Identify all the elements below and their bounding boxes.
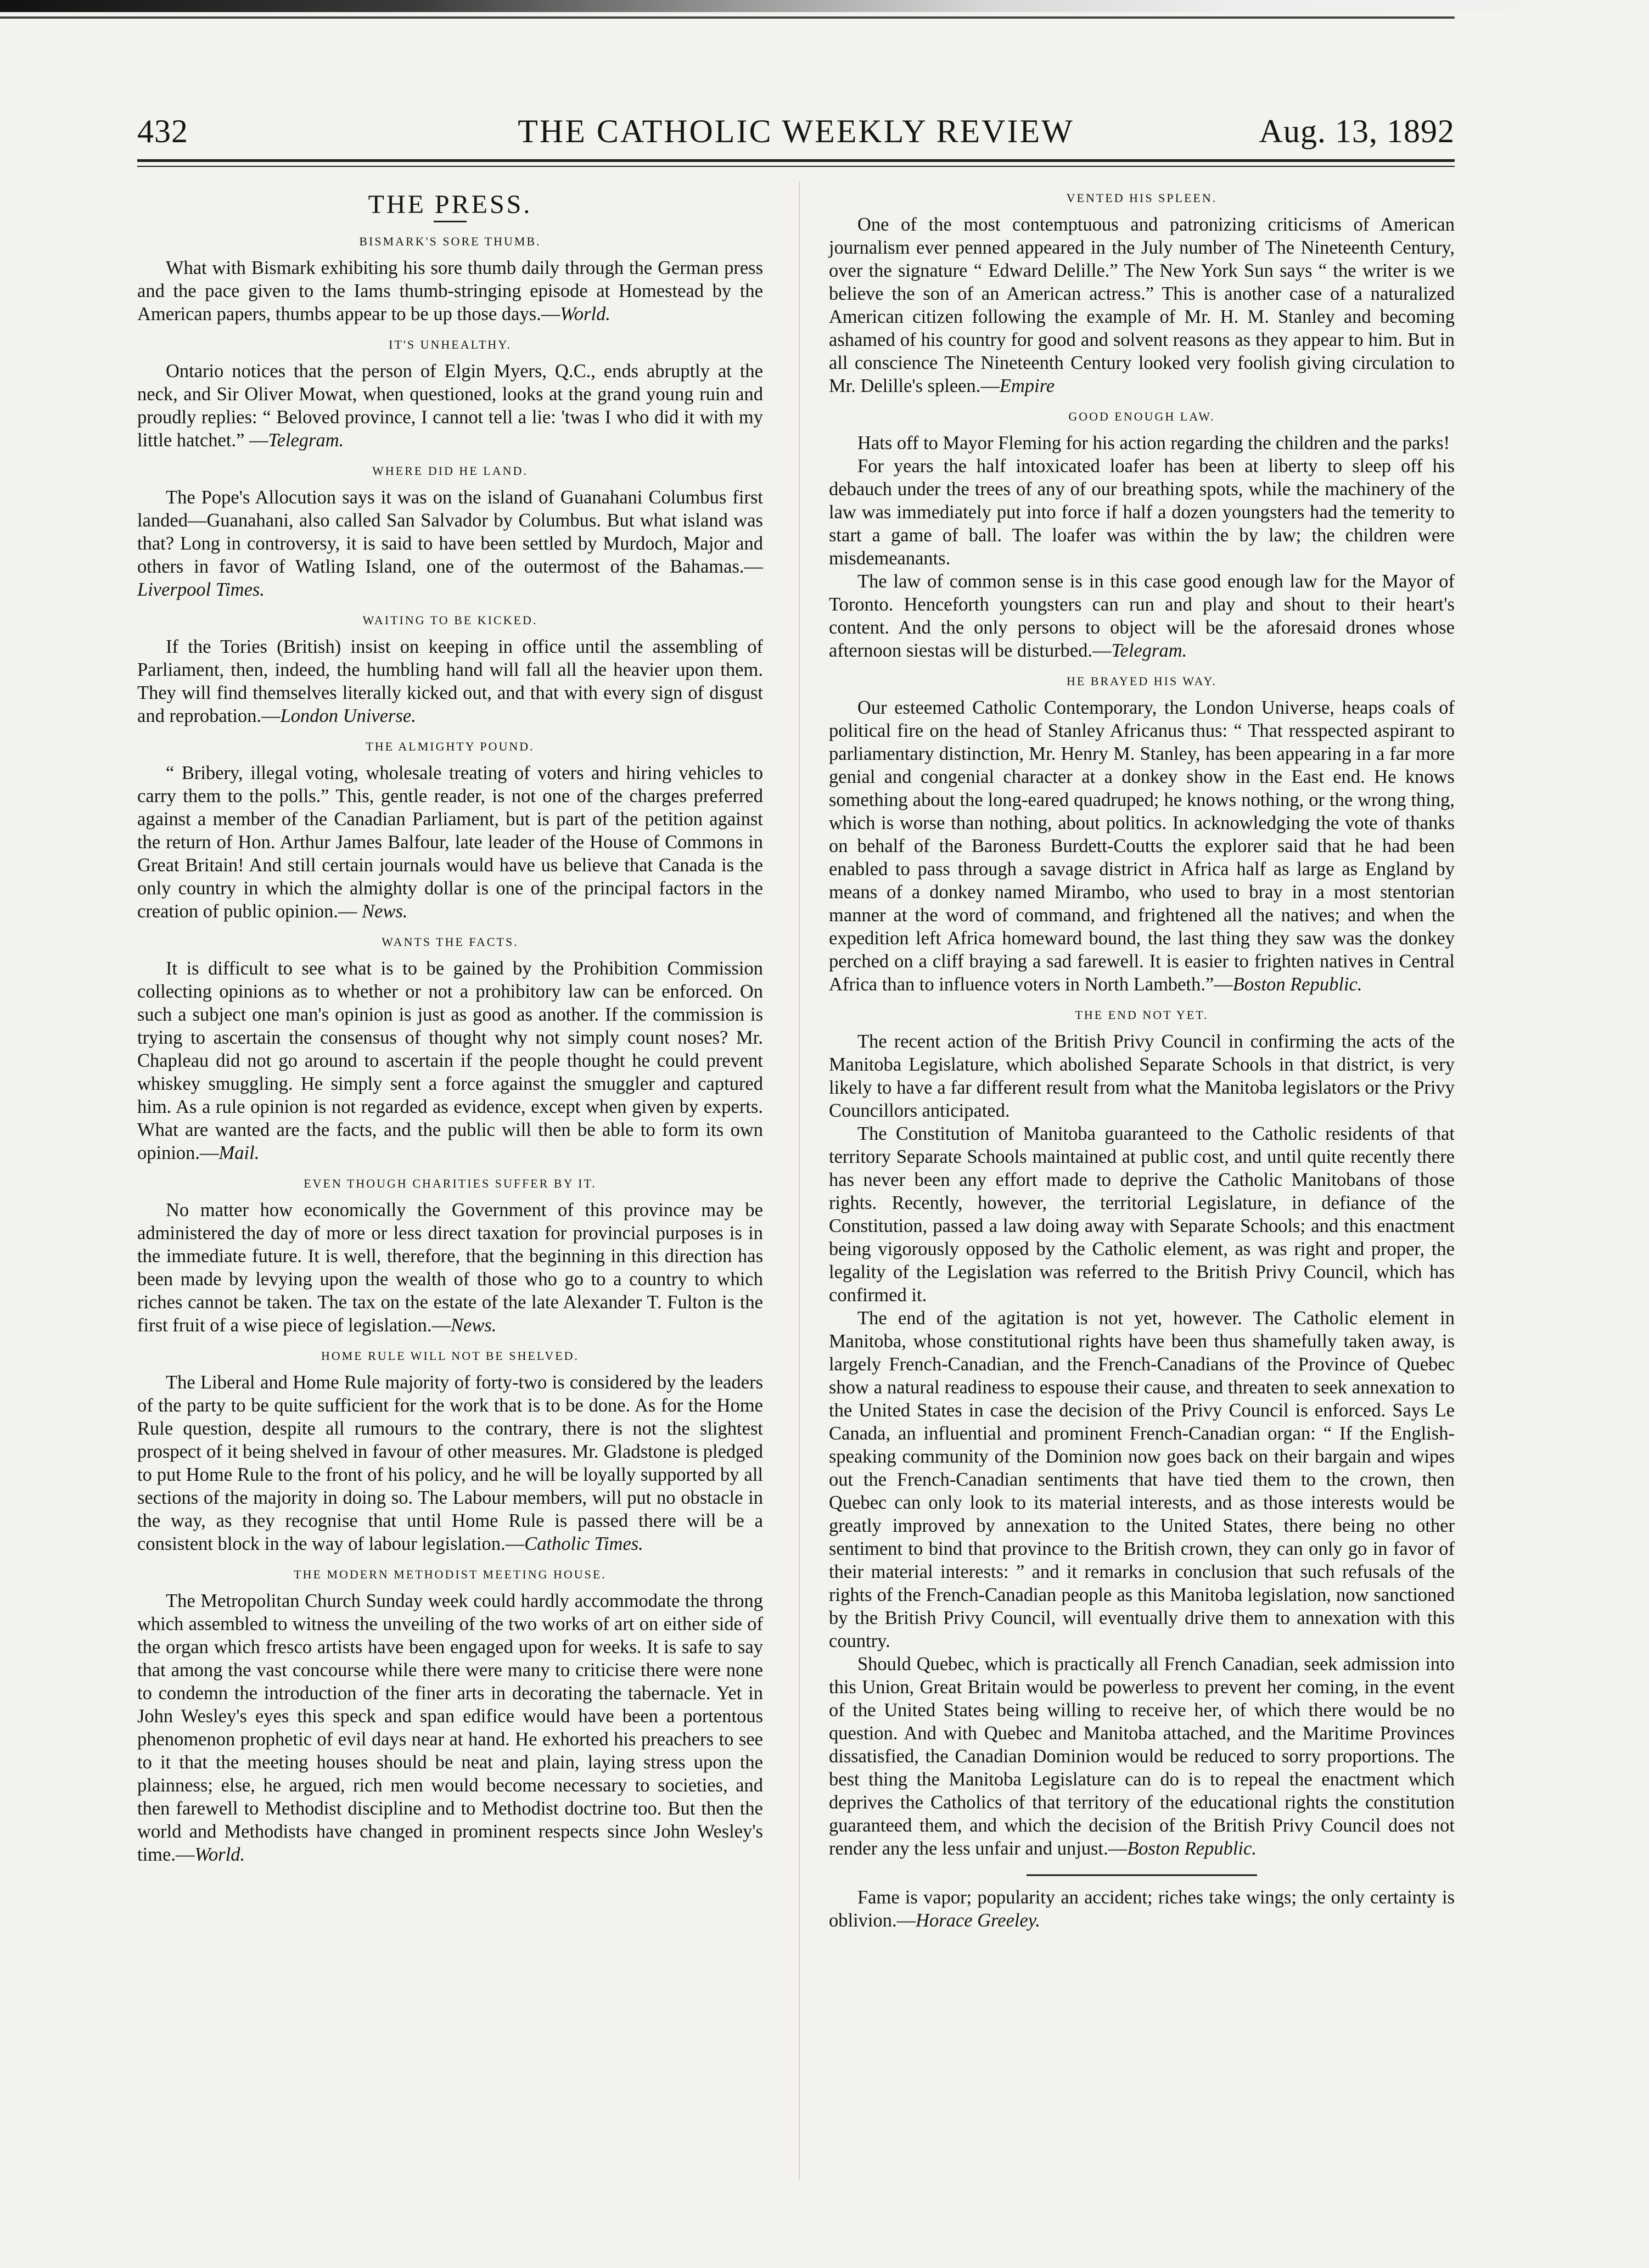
article-source: World. <box>560 304 611 324</box>
article-paragraph: “ Bribery, illegal voting, wholesale treating of voters and hiring vehicles to carry them to the polls.” This, gentle reader, is not one of the charges preferred against a member of the Canadian Parliament, but is part of the petition against the return of Hon. Arthur James Balfour, late leader of the House of Commons in Great Britain! And still certain journals would have us believe that Canada is the only country in which the almighty dollar is one of the principal factors in the creation of public opinion.— News. <box>137 763 763 922</box>
article-heading: EVEN THOUGH CHARITIES SUFFER BY IT. <box>304 1177 597 1190</box>
article-paragraph: The Pope's Allocution says it was on the island of Guanahani Columbus first landed—Guanahani, also called San Salvador by Columbus. But what island was that? Long in controversy, it is said to have been settled by Murdoch, Major and others in favor of Watling Island, one of the outermost of the Bahamas.—Liverpool Times. <box>137 487 763 600</box>
article-paragraph: The Metropolitan Church Sunday week could hardly accommodate the throng which assembled to witness the unveiling of the two works of art on either side of the organ which fresco artists have been engaged upon for weeks. It is safe to say that among the vast concourse while there were many to criticise there were none to condemn the introduction of the finer arts in decorating the tabernacle. Yet in John Wesley's eyes this speck and span edifice would have been a portentous phenomenon prophetic of evil days near at hand. He exhorted his preachers to see to it that the meeting houses should be neat and plain, laying stress upon the plainness; else, he argued, rich men would become necessary to societies, and then farewell to Methodist discipline and to Methodist doctrine too. But then the world and Methodists have changed in prominent respects since John Wesley's time.—World. <box>137 1591 763 1865</box>
issue-date: Aug. 13, 1892 <box>1259 113 1455 149</box>
article-paragraph: If the Tories (British) insist on keeping in office until the assembling of Parliament, then, indeed, the humbling hand will fall all the heavier upon them. They will find themselves literally kicked out, and that with every sign of disgust and reprobation.—London Universe. <box>137 636 763 726</box>
article-heading: WHERE DID HE LAND. <box>372 464 528 478</box>
scan-edge-line <box>0 16 1455 19</box>
article-home-rule <box>137 1345 763 1555</box>
closing-quote <box>829 1886 1455 1932</box>
article-almighty-pound <box>137 735 763 923</box>
article-source: Catholic Times. <box>524 1533 643 1554</box>
article-heading: THE MODERN METHODIST MEETING HOUSE. <box>294 1567 607 1581</box>
article-paragraph: Should Quebec, which is practically all French Canadian, seek admission into this Union, Great Britain would be powerless to prevent her coming, in the event of the United States being willing to receive her, of which there would be no question. And with Quebec and Manitoba attached, and the Maritime Provinces dissatisfied, the Canadian Dominion would be reduced to sorry proportions. The best thing the Manitoba Legislature can do is to repeal the enactment which deprives the Catholics of that territory of the educational rights the constitution guaranteed them, and which the decision of the British Privy Council does not render any the less unfair and unjust.—Boston Republic. <box>829 1654 1455 1859</box>
article-wants-the-facts <box>137 931 763 1164</box>
article-source: World. <box>194 1844 245 1865</box>
article-source: Telegram. <box>1111 640 1187 661</box>
article-source: Boston Republic. <box>1127 1838 1257 1859</box>
right-column <box>829 187 1455 1932</box>
article-heading: BISMARK'S SORE THUMB. <box>359 234 541 248</box>
article-source: Empire <box>999 376 1055 396</box>
article-heading: VENTED HIS SPLEEN. <box>1066 191 1218 205</box>
section-title: THE PRESS. <box>368 190 532 219</box>
article-good-enough-law <box>829 405 1455 662</box>
article-heading: HOME RULE WILL NOT BE SHELVED. <box>321 1349 580 1363</box>
page-header <box>137 113 1455 156</box>
article-heading: GOOD ENOUGH LAW. <box>1068 410 1215 423</box>
quote-source: Horace Greeley. <box>916 1910 1040 1931</box>
article-paragraph: The recent action of the British Privy Council in confirming the acts of the Manitoba Legislature, which abolished Separate Schools in that district, is very likely to have a far different result from what the Manitoba legislators or the Privy Councillors anticipated. <box>829 1031 1455 1121</box>
article-paragraph: No matter how economically the Government of this province may be administered the day of more or less direct taxation for provincial purposes is in the immediate future. It is well, therefore, that the beginning in this direction has been made by levying upon the wealth of those who go to a country to which riches cannot be taken. The tax on the estate of the late Alexander T. Fulton is the first fruit of a wise piece of legislation.—News. <box>137 1200 763 1336</box>
article-source: London Universe. <box>280 705 416 726</box>
article-paragraph: It is difficult to see what is to be gained by the Prohibition Commission collecting opinions as to whether or not a prohibitory law can be enforced. On such a subject one man's opinion is just as good as another. If the commission is trying to ascertain the consensus of thought why not simply count noses? Mr. Chapleau did not go around to ascertain if the people thought he could prevent whiskey smuggling. He simply sent a force against the smuggler and captured him. As a rule opinion is not regarded as evidence, except when given by experts. What are wanted are the facts, and the public will then be able to form its own opinion.—Mail. <box>137 958 763 1163</box>
article-heading: HE BRAYED HIS WAY. <box>1066 674 1218 688</box>
article-source: News. <box>362 901 408 922</box>
article-paragraph: The Liberal and Home Rule majority of forty-two is considered by the leaders of the party to be quite sufficient for the work that is to be done. As for the Home Rule question, despite all rumours to the contrary, there is not the slightest prospect of it being shelved in favour of other measures. Mr. Gladstone is pledged to put Home Rule to the front of his policy, and he will be loyally supported by all sections of the majority in doing so. The Labour members, will put no obstacle in the way, as they recognise that until Home Rule is passed there will be a consistent block in the way of labour legislation.—Catholic Times. <box>137 1372 763 1554</box>
article-paragraph: The law of common sense is in this case good enough law for the Mayor of Toronto. Henceforth youngsters can run and play and shout to their heart's content. And the only persons to object will be the aforesaid drones whose afternoon siestas will be disturbed.—Telegram. <box>829 571 1455 661</box>
article-waiting-to-be-kicked <box>137 609 763 727</box>
header-rule-thin <box>137 166 1455 167</box>
article-vented-his-spleen <box>829 187 1455 397</box>
article-paragraph: What with Bismark exhibiting his sore thumb daily through the German press and the pace given to the Iams thumb-stringing episode at Homestead by the American papers, thumbs appear to be up those days.—World. <box>137 257 763 324</box>
article-heading: WAITING TO BE KICKED. <box>362 613 538 627</box>
article-source: Mail. <box>218 1143 260 1163</box>
article-heading: THE END NOT YET. <box>1075 1008 1209 1022</box>
article-brayed-his-way <box>829 670 1455 996</box>
left-column <box>137 187 763 1866</box>
article-heading: IT'S UNHEALTHY. <box>389 338 512 351</box>
article-charities <box>137 1172 763 1337</box>
page-number: 432 <box>137 113 188 149</box>
article-paragraph: Ontario notices that the person of Elgin Myers, Q.C., ends abruptly at the neck, and Sir Oliver Mowat, when questioned, looks at the grand young ruin and proudly replies: “ Beloved province, I cannot tell a lie: 'twas I who did it with my little hatchet.” —Telegram. <box>137 361 763 451</box>
article-source: Telegram. <box>268 430 344 451</box>
article-source: Boston Republic. <box>1232 974 1362 995</box>
header-rule-thick <box>137 159 1455 162</box>
article-unhealthy <box>137 333 763 452</box>
article-paragraph: Hats off to Mayor Fleming for his action regarding the children and the parks! <box>857 433 1450 453</box>
article-bismark <box>137 230 763 326</box>
article-heading: THE ALMIGHTY POUND. <box>366 740 535 753</box>
quote-text: Fame is vapor; popularity an accident; riches take wings; the only certainty is oblivion.—Horace Greeley. <box>829 1887 1455 1931</box>
article-paragraph: Our esteemed Catholic Contemporary, the London Universe, heaps coals of political fire on the head of Stanley Africanus thus: “ That resspected aspirant to parliamentary distinction, Mr. Henry M. Stanley, has been appearing in a far more genial and congenial character at a donkey show in the East end. He knows something about the long-eared quadruped; he knows nothing, or the wrong thing, which is worse than nothing, about politics. In acknowledging the vote of thanks on behalf of the Baroness Burdett-Coutts the explorer said that he had been enabled to pass through a savage district in Africa half as large as England by means of a donkey named Mirambo, who used to bray in a most stentorian manner at the word of command, and frightened all the natives; and when the expedition left Africa homeward bound, the last thing they saw was the donkey perched on a cliff braying a sad farewell. It is easier to frighten natives in Central Africa than to influence voters in North Lambeth.”—Boston Republic. <box>829 697 1455 995</box>
title-dash <box>434 221 467 222</box>
article-paragraph: The end of the agitation is not yet, however. The Catholic element in Manitoba, whose constitutional rights have been thus shamefully taken away, is largely French-Canadian, and the French-Canadians of the Province of Quebec show a natural readiness to espouse their cause, and threaten to seek annexation to the United States in case the decision of the Privy Council is enforced. Says Le Canada, an influential and prominent French-Canadian organ: “ If the English-speaking community of the Dominion now goes back on their bargain and wipes out the French-Canadian sentiments that have tied them to the crown, then Quebec can only look to its material interests, and as those interests would be greatly improved by annexation to the United States, there being no other sentiment to bind that province to the British crown, they can only go in favor of their material interests: ” and it remarks in conclusion that such refusals of the rights of the French-Canadian people as this Manitoba legislation, now sanctioned by the British Privy Council, will eventually drive them to annexation with this country. <box>829 1308 1455 1651</box>
article-paragraph: The Constitution of Manitoba guaranteed to the Catholic residents of that territory Separate Schools maintained at public cost, and until quite recently there has never been any effort made to deprive the Catholic Manitobans of those rights. Recently, however, the territorial Legislature, in defiance of the Constitution, passed a law doing away with Separate Schools; and this enactment being vigorously opposed by the Catholic element, as was right and proper, the legality of the Legislation was referred to the British Privy Council, which has confirmed it. <box>829 1123 1455 1306</box>
scan-edge-artifact <box>0 0 1649 12</box>
article-source: Liverpool Times. <box>137 579 265 600</box>
column-gutter <box>799 181 800 2180</box>
article-end-not-yet <box>829 1004 1455 1860</box>
section-divider <box>1027 1874 1257 1876</box>
article-source: News. <box>451 1315 497 1336</box>
article-paragraph: One of the most contemptuous and patronizing criticisms of American journalism ever penned appeared in the July number of The Nineteenth Century, over the signature “ Edward Delille.” The New York Sun says “ the writer is we believe the son of an American actress.” This is another case of a naturalized American citizen following the example of Mr. H. M. Stanley and becoming ashamed of his country for good and solvent reasons as they appear to him. But in all conscience The Nineteenth Century looked very foolish giving circulation to Mr. Delille's spleen.—Empire <box>829 214 1455 396</box>
article-heading: WANTS THE FACTS. <box>382 935 519 949</box>
article-methodist-meeting-house <box>137 1563 763 1866</box>
article-where-did-he-land <box>137 460 763 601</box>
article-paragraph: For years the half intoxicated loafer has been at liberty to sleep off his debauch under the trees of any of our breathing spots, while the machinery of the law was immediately put into force if half a dozen youngsters had the temerity to start a game of ball. The loafer was within the by law; the children were misdemeanants. <box>829 456 1455 569</box>
publication-title: THE CATHOLIC WEEKLY REVIEW <box>518 113 1074 149</box>
